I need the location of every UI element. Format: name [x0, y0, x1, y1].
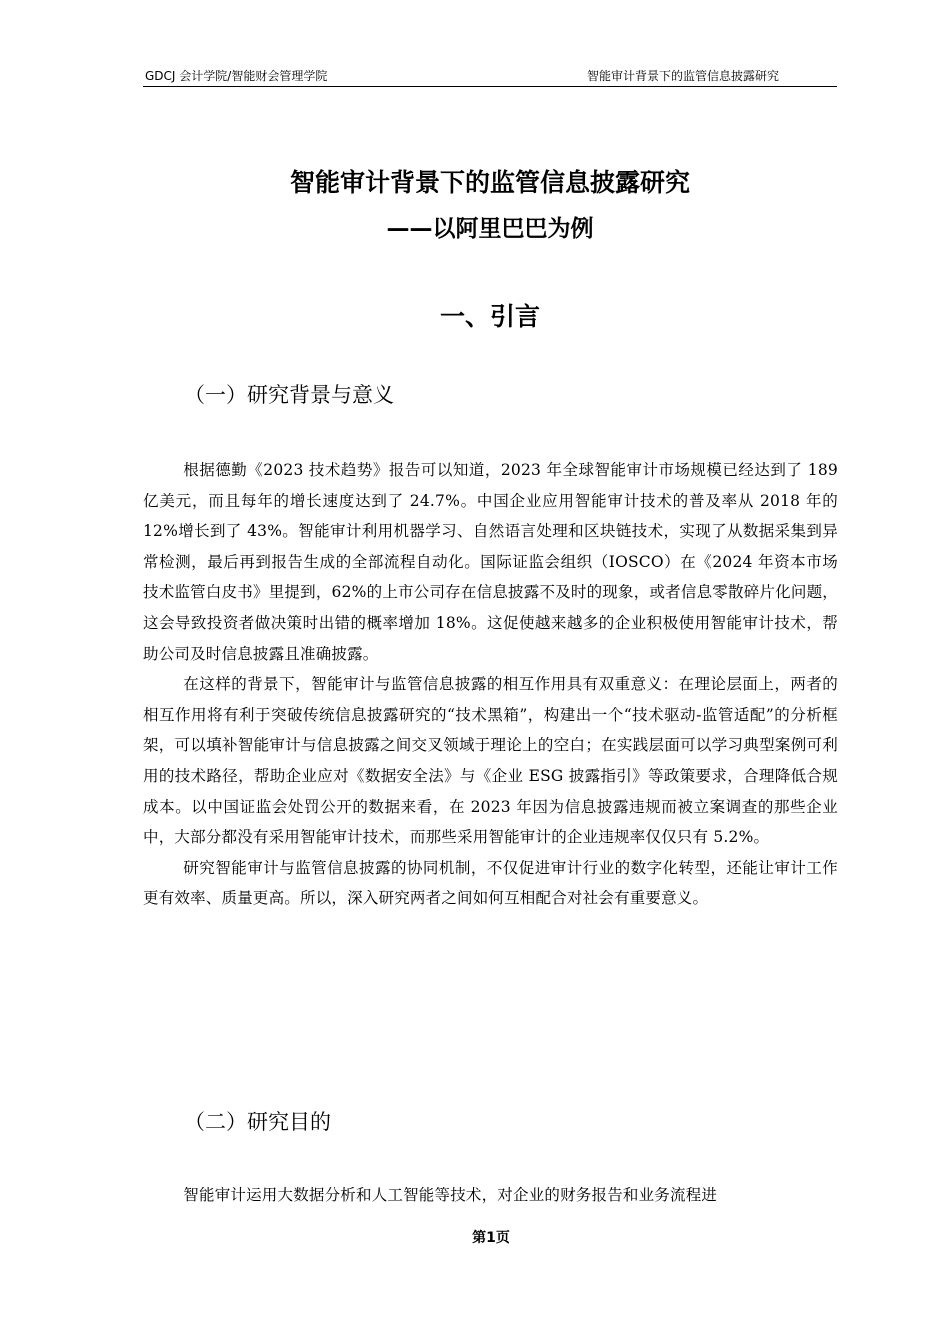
background-body: [143, 455, 838, 914]
paragraph: 智能审计运用大数据分析和人工智能等技术，对企业的财务报告和业务流程进: [183, 1186, 718, 1204]
document-subtitle: ——以阿里巴巴为例: [386, 216, 594, 242]
subsection-heading-purpose: （二）研究目的: [184, 1110, 331, 1134]
document-title: 智能审计背景下的监管信息披露研究: [289, 168, 690, 197]
page-number: 第1页: [472, 1230, 510, 1246]
header-left-text: GDCJ 会计学院/智能财会管理学院: [145, 69, 328, 83]
paragraph: 研究智能审计与监管信息披露的协同机制，不仅促进审计行业的数字化转型，还能让审计工作更有效率、质量更高。所以，深入研究两者之间如何互相配合对社会有重要意义。: [143, 858, 838, 908]
paragraph: 在这样的背景下，智能审计与监管信息披露的相互作用具有双重意义：在理论层面上，两者的相互作用将有利于突破传统信息披露研究的“技术黑箱”，构建出一个“技术驱动-监管适配”的分析框架，可以填补智能审计与信息披露之间交叉领域于理论上的空白；在实践层面可以学习典型案例可利用的技术路径，帮助企业应对《数据安全法》与《企业 ESG 披露指引》等政策要求，合理降低合规成本。以中国证监会处罚公开的数据来看，在 2023 年因为信息披露违规而被立案调查的那些企业中，大部分都没有采用智能审计技术，而那些采用智能审计的企业违规率仅仅只有 5.2%。: [143, 675, 838, 847]
paragraph: 根据德勤《2023 技术趋势》报告可以知道，2023 年全球智能审计市场规模已经达到了 189 亿美元，而且每年的增长速度达到了 24.7%。中国企业应用智能审计技术的普及率从 2018 年的 12%增长到了 43%。智能审计利用机器学习、自然语言处理和区块链技术，实现了从数据采集到异常检测，最后再到报告生成的全部流程自动化。国际证监会组织（IOSCO）在《2024 年资本市场技术监管白皮书》里提到，62%的上市公司存在信息披露不及时的现象，或者信息零散碎片化问题，这会导致投资者做决策时出错的概率增加 18%。这促使越来越多的企业积极使用智能审计技术，帮助公司及时信息披露且准确披露。: [143, 461, 838, 663]
header-right-text: 智能审计背景下的监管信息披露研究: [586, 69, 779, 83]
subsection-heading-background: （一）研究背景与意义: [184, 383, 394, 407]
purpose-body: [143, 1180, 838, 1211]
page-header: [143, 66, 837, 87]
section-heading-introduction: 一、引言: [439, 302, 540, 331]
